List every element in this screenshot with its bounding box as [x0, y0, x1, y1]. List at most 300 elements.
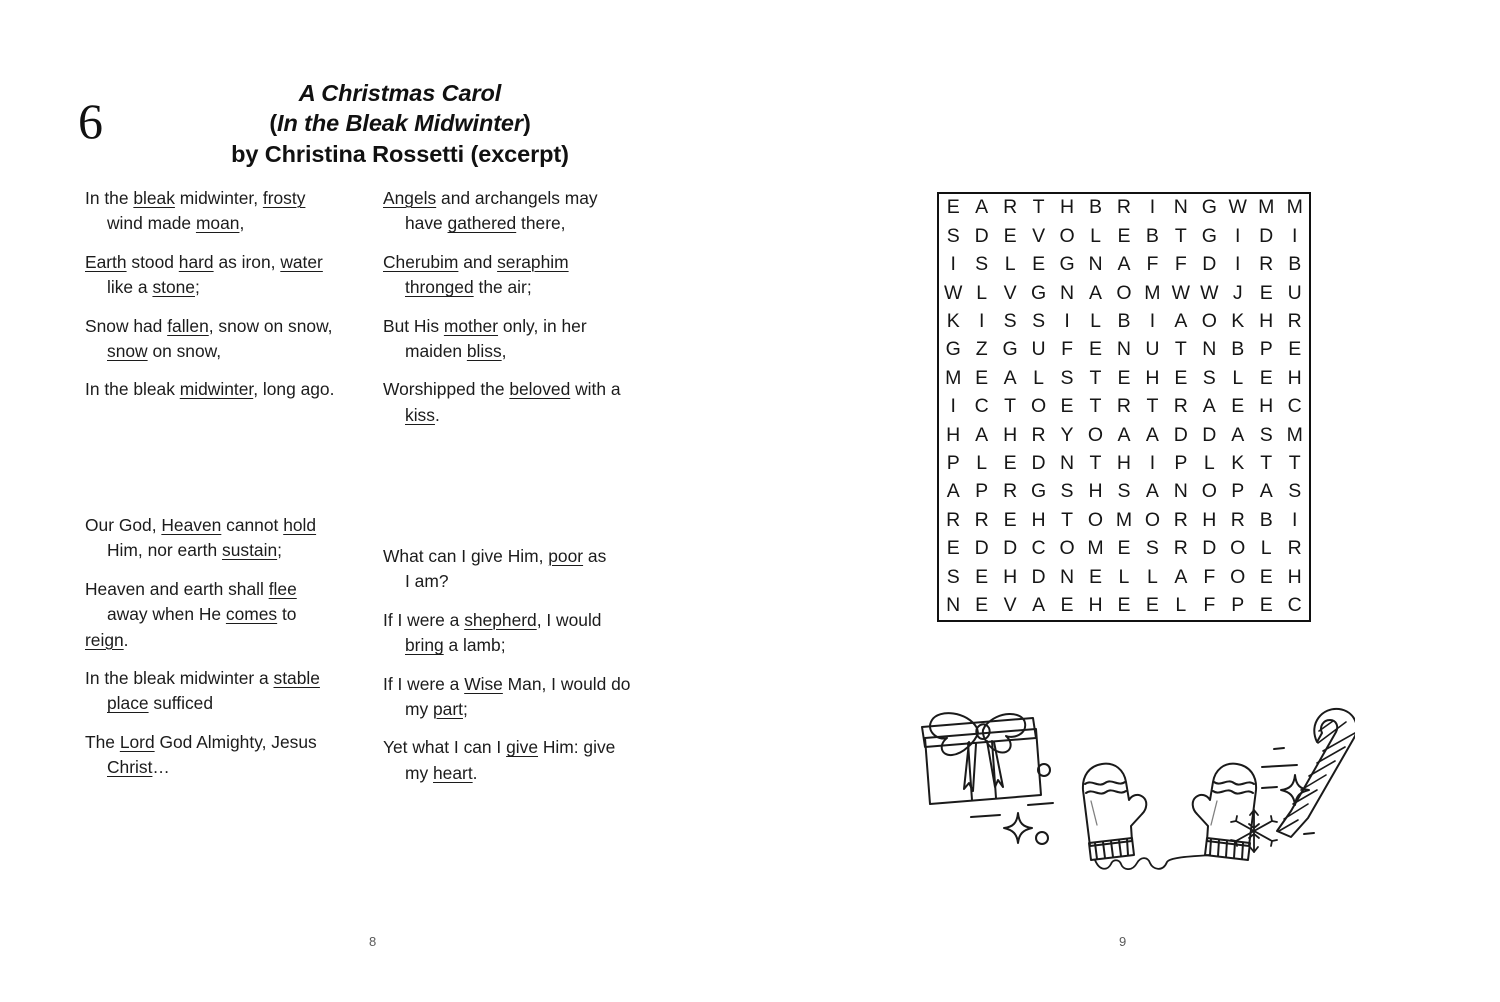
- word-search-cell[interactable]: E: [1003, 224, 1017, 247]
- word-search-cell[interactable]: S: [1003, 310, 1017, 332]
- word-search-cell[interactable]: T: [1089, 395, 1102, 418]
- gift-box-icon: [922, 713, 1041, 804]
- poem-keyword[interactable]: poor: [548, 546, 584, 566]
- word-search-cell[interactable]: G: [1002, 338, 1018, 361]
- poem-keyword[interactable]: bliss: [466, 341, 502, 362]
- poem-line: [383, 343, 683, 360]
- word-search-cell[interactable]: E: [1259, 565, 1273, 588]
- word-search-cell[interactable]: W: [1228, 196, 1247, 219]
- word-search-cell[interactable]: R: [1116, 395, 1131, 418]
- word-search-cell[interactable]: H: [1287, 366, 1302, 389]
- poem-keyword[interactable]: beloved: [509, 379, 571, 400]
- poem-keyword[interactable]: fallen: [167, 315, 209, 336]
- word-search-cell[interactable]: B: [1088, 196, 1102, 219]
- word-search-cell[interactable]: A: [1117, 253, 1131, 276]
- word-search-cell[interactable]: R: [1003, 196, 1018, 219]
- poem-text: .: [123, 629, 129, 650]
- word-search-cell[interactable]: P: [1259, 338, 1273, 361]
- poem-text: .: [434, 404, 440, 425]
- poem-keyword[interactable]: kiss: [405, 404, 435, 425]
- word-search-cell[interactable]: E: [975, 366, 989, 389]
- word-search-cell[interactable]: N: [1202, 338, 1217, 361]
- poem-keyword[interactable]: sustain: [222, 540, 278, 561]
- word-search-cell[interactable]: A: [1032, 593, 1046, 616]
- poem-keyword[interactable]: gathered: [447, 213, 517, 234]
- poem-line: [383, 215, 683, 232]
- word-search-cell[interactable]: B: [1288, 253, 1302, 276]
- poem-text: But His: [383, 315, 444, 336]
- word-search-cell[interactable]: I: [1149, 196, 1156, 219]
- poem-stanza: [383, 190, 683, 233]
- word-search-cell[interactable]: W: [1200, 281, 1219, 304]
- word-search-cell[interactable]: T: [1032, 196, 1045, 219]
- word-search-row: [939, 251, 1309, 279]
- word-search-cell[interactable]: H: [1031, 508, 1046, 531]
- word-search-cell[interactable]: P: [1231, 480, 1245, 503]
- poem-text: Man, I would do: [502, 673, 631, 694]
- word-search-cell[interactable]: G: [1201, 196, 1217, 219]
- poem-stanza: [383, 315, 683, 362]
- word-search-row: [939, 421, 1309, 449]
- christmas-decoration: [905, 700, 1355, 870]
- word-search-cell[interactable]: O: [1116, 281, 1132, 304]
- word-search-cell[interactable]: E: [1259, 281, 1273, 304]
- word-search-cell[interactable]: E: [1003, 508, 1017, 531]
- word-search-cell[interactable]: E: [1174, 366, 1188, 389]
- word-search-cell[interactable]: H: [1116, 451, 1131, 474]
- word-search-cell[interactable]: N: [1059, 565, 1075, 588]
- poem-text: …: [152, 757, 170, 778]
- poem-line: [383, 404, 683, 425]
- word-search-cell[interactable]: A: [975, 423, 989, 446]
- word-search-cell[interactable]: H: [946, 423, 961, 446]
- word-search-cell[interactable]: O: [1087, 423, 1104, 446]
- word-search-cell[interactable]: R: [974, 508, 989, 531]
- poem-text: Our God,: [85, 515, 162, 535]
- word-search-cell[interactable]: S: [1117, 480, 1131, 503]
- word-search-cell[interactable]: A: [1202, 395, 1216, 418]
- word-search-cell[interactable]: O: [1201, 310, 1217, 332]
- word-search-cell[interactable]: F: [1061, 338, 1073, 361]
- word-search-cell[interactable]: A: [1231, 423, 1245, 446]
- word-search-cell[interactable]: M: [1115, 508, 1133, 531]
- word-search-cell[interactable]: B: [1117, 310, 1131, 332]
- poem-keyword[interactable]: Earth: [85, 251, 127, 272]
- word-search-cell[interactable]: R: [1173, 537, 1188, 560]
- word-search-cell[interactable]: H: [1088, 593, 1103, 616]
- poem-keyword[interactable]: mother: [443, 315, 499, 336]
- word-search-cell[interactable]: S: [1288, 480, 1302, 503]
- word-search-cell[interactable]: S: [1259, 423, 1273, 446]
- word-search-cell[interactable]: E: [1032, 253, 1046, 276]
- word-search-cell[interactable]: N: [1173, 480, 1188, 503]
- poem-keyword[interactable]: reign: [85, 629, 124, 650]
- word-search-cell[interactable]: E: [1231, 395, 1245, 418]
- word-search-cell[interactable]: M: [1286, 196, 1303, 219]
- poem-text: .: [472, 762, 478, 783]
- word-search-cell[interactable]: E: [1117, 593, 1131, 616]
- word-search-row: [939, 308, 1309, 336]
- word-search-cell[interactable]: T: [1089, 451, 1102, 474]
- word-search-cell[interactable]: E: [1288, 338, 1302, 361]
- word-search-cell[interactable]: T: [1146, 395, 1159, 418]
- poem-text: If I were a: [383, 609, 465, 630]
- word-search-cell[interactable]: H: [1003, 423, 1018, 446]
- word-search-cell[interactable]: M: [1087, 537, 1104, 560]
- word-search-cell[interactable]: M: [1286, 423, 1303, 446]
- word-search-cell[interactable]: E: [1060, 395, 1074, 418]
- poem-keyword[interactable]: give: [506, 737, 539, 758]
- word-search-cell[interactable]: K: [1231, 451, 1245, 474]
- chapter-number: 6: [78, 93, 103, 149]
- word-search-cell[interactable]: A: [1174, 565, 1188, 588]
- word-search-row: [939, 535, 1309, 563]
- word-search-cell[interactable]: S: [946, 224, 960, 247]
- poem-keyword[interactable]: hard: [178, 251, 214, 272]
- word-search-cell[interactable]: A: [975, 196, 989, 219]
- poem-line: [383, 673, 683, 694]
- word-search-cell[interactable]: D: [1031, 565, 1046, 588]
- poem-keyword[interactable]: bring: [405, 635, 444, 656]
- word-search-cell[interactable]: H: [1088, 480, 1103, 503]
- poem-keyword[interactable]: Lord: [119, 731, 155, 752]
- poem-text: wind made: [107, 213, 196, 234]
- word-search-cell[interactable]: U: [1145, 338, 1160, 361]
- word-search-cell[interactable]: N: [1116, 338, 1131, 361]
- poem-text: like a: [107, 277, 153, 298]
- word-search-cell[interactable]: T: [1089, 366, 1102, 389]
- poem-stanza: [85, 670, 383, 713]
- word-search-cell[interactable]: F: [1203, 593, 1216, 616]
- word-search-cell[interactable]: E: [1088, 338, 1102, 361]
- word-search-cell[interactable]: F: [1146, 253, 1159, 276]
- word-search-cell[interactable]: H: [1259, 395, 1274, 418]
- poem-keyword[interactable]: heart: [433, 762, 473, 783]
- word-search-cell[interactable]: C: [1031, 537, 1046, 560]
- dash-icon: [1304, 833, 1314, 834]
- word-search-cell[interactable]: R: [1259, 253, 1274, 276]
- word-search-cell[interactable]: N: [1059, 281, 1075, 304]
- word-search-cell[interactable]: I: [1149, 310, 1156, 332]
- poem-text: with a: [570, 379, 621, 400]
- poem-keyword[interactable]: hold: [283, 515, 317, 535]
- word-search-cell[interactable]: H: [1145, 366, 1160, 389]
- word-search-cell[interactable]: F: [1203, 565, 1216, 588]
- word-search-cell[interactable]: Y: [1060, 423, 1074, 446]
- word-search-cell[interactable]: O: [1059, 224, 1075, 247]
- word-search-cell[interactable]: L: [1090, 310, 1101, 332]
- poem-keyword[interactable]: part: [433, 699, 463, 720]
- word-search-cell[interactable]: A: [1174, 310, 1188, 332]
- word-search-cell[interactable]: E: [975, 565, 989, 588]
- word-search-cell[interactable]: J: [1232, 281, 1243, 304]
- poem-text: maiden: [405, 341, 467, 362]
- word-search-cell[interactable]: G: [945, 338, 961, 361]
- poem-text: The: [85, 731, 120, 752]
- word-search-cell[interactable]: V: [1032, 224, 1046, 247]
- word-search-cell[interactable]: N: [1088, 253, 1103, 276]
- poem-block-right-bottom: [383, 548, 683, 782]
- word-search-cell[interactable]: O: [1230, 565, 1246, 588]
- word-search-cell[interactable]: W: [944, 281, 963, 304]
- word-search-cell[interactable]: S: [946, 565, 960, 588]
- word-search-cell[interactable]: I: [1149, 451, 1156, 474]
- word-search-cell[interactable]: R: [946, 508, 961, 531]
- poem-keyword[interactable]: snow: [107, 341, 148, 362]
- poem-text: away when He: [107, 604, 226, 625]
- poem-line: [85, 542, 383, 559]
- poem-stanza: [85, 578, 383, 650]
- poem-line: [85, 315, 383, 336]
- page-number-right: 9: [1119, 934, 1127, 949]
- word-search-cell[interactable]: G: [1201, 224, 1217, 247]
- word-search-cell[interactable]: D: [974, 224, 989, 247]
- word-search-cell[interactable]: L: [1232, 366, 1244, 389]
- word-search-grid[interactable]: [937, 192, 1311, 622]
- word-search-cell[interactable]: O: [1031, 395, 1047, 418]
- word-search-cell[interactable]: T: [1174, 224, 1187, 247]
- word-search-cell[interactable]: C: [1287, 395, 1302, 418]
- word-search-cell[interactable]: K: [946, 310, 960, 332]
- word-search-cell[interactable]: E: [1117, 224, 1131, 247]
- poem-line: [85, 517, 383, 534]
- word-search-row: [939, 279, 1309, 307]
- word-search-cell[interactable]: L: [976, 451, 988, 474]
- poem-keyword[interactable]: place: [107, 693, 149, 714]
- poem-keyword[interactable]: stable: [273, 668, 320, 689]
- word-search-cell[interactable]: L: [1033, 366, 1045, 389]
- sparkle-icon: [1004, 813, 1032, 843]
- poem-line: [85, 251, 383, 272]
- word-search-cell[interactable]: U: [1287, 281, 1302, 304]
- poem-text: midwinter,: [174, 188, 263, 208]
- word-search-cell[interactable]: L: [1146, 565, 1158, 588]
- poem-text: as iron,: [213, 251, 281, 272]
- word-search-cell[interactable]: G: [1031, 480, 1047, 503]
- word-search-cell[interactable]: I: [978, 310, 985, 332]
- word-search-cell[interactable]: I: [1235, 224, 1241, 247]
- word-search-cell[interactable]: V: [1003, 281, 1017, 304]
- word-search-cell[interactable]: A: [946, 480, 960, 503]
- word-search-cell[interactable]: E: [1003, 451, 1017, 474]
- word-search-cell[interactable]: Z: [975, 338, 988, 361]
- poem-line: [383, 573, 683, 590]
- word-search-cell[interactable]: I: [950, 395, 956, 418]
- word-search-cell[interactable]: E: [946, 537, 960, 560]
- dash-icon: [1274, 748, 1284, 749]
- word-search-cell[interactable]: H: [1003, 565, 1018, 588]
- word-search-cell[interactable]: L: [1175, 593, 1187, 616]
- word-search-cell[interactable]: L: [1004, 253, 1016, 276]
- word-search-cell[interactable]: D: [1173, 423, 1188, 446]
- word-search-cell[interactable]: E: [975, 593, 989, 616]
- poem-text: If I were a: [383, 673, 465, 694]
- poem-keyword[interactable]: comes: [225, 604, 278, 625]
- word-search-cell[interactable]: I: [1235, 253, 1241, 276]
- poem-text: God Almighty, Jesus: [154, 731, 317, 752]
- poem-line: [85, 381, 383, 398]
- dot-icon: [1036, 832, 1048, 844]
- poem-keyword[interactable]: Heaven: [161, 515, 222, 535]
- poem-stanza: [383, 739, 683, 782]
- word-search-cell[interactable]: E: [1259, 366, 1273, 389]
- poem-keyword[interactable]: flee: [268, 578, 297, 599]
- word-search-cell[interactable]: R: [1287, 310, 1302, 332]
- word-search-cell[interactable]: H: [1287, 565, 1302, 588]
- word-search-cell[interactable]: N: [1059, 451, 1075, 474]
- word-search-cell[interactable]: P: [1231, 593, 1245, 616]
- word-search-cell[interactable]: T: [1260, 451, 1273, 474]
- word-search-cell[interactable]: T: [1288, 451, 1301, 474]
- poem-keyword[interactable]: stone: [152, 277, 195, 298]
- poem-stanza: [85, 190, 383, 233]
- word-search-cell[interactable]: A: [1145, 423, 1159, 446]
- word-search-cell[interactable]: A: [1088, 281, 1102, 304]
- poem-keyword[interactable]: Angels: [383, 188, 437, 208]
- word-search-cell[interactable]: P: [1174, 451, 1188, 474]
- poem-stanza: [85, 315, 383, 362]
- word-search-cell[interactable]: G: [1031, 281, 1047, 304]
- poem-keyword[interactable]: bleak: [133, 188, 175, 208]
- poem-line: [85, 759, 383, 776]
- word-search-cell[interactable]: V: [1003, 593, 1017, 616]
- word-search-cell[interactable]: P: [946, 451, 960, 474]
- word-search-cell[interactable]: E: [1060, 593, 1074, 616]
- poem-keyword[interactable]: thronged: [405, 277, 474, 298]
- word-search-cell[interactable]: G: [1059, 253, 1075, 276]
- title-line-author: by Christina Rossetti (excerpt): [231, 140, 569, 167]
- word-search-cell[interactable]: N: [946, 593, 961, 616]
- word-search-cell[interactable]: F: [1174, 253, 1187, 276]
- word-search-cell[interactable]: B: [1231, 338, 1245, 361]
- poem-text: What can I give Him,: [383, 546, 549, 566]
- word-search-cell[interactable]: B: [1145, 224, 1159, 247]
- word-search-cell[interactable]: H: [1259, 310, 1274, 332]
- word-search-cell[interactable]: L: [1118, 565, 1130, 588]
- snowflake-icon: [1231, 810, 1277, 852]
- word-search-cell[interactable]: S: [1060, 480, 1074, 503]
- word-search-cell[interactable]: M: [1258, 196, 1275, 219]
- word-search-cell[interactable]: E: [1117, 537, 1131, 560]
- word-search-cell[interactable]: P: [975, 480, 989, 503]
- word-search-cell[interactable]: L: [1260, 537, 1272, 560]
- title-subtitle: In the Bleak Midwinter: [277, 110, 523, 137]
- word-search-cell[interactable]: D: [1202, 423, 1217, 446]
- poem-text: my: [405, 762, 434, 783]
- word-search-cell[interactable]: O: [1087, 508, 1104, 531]
- word-search-cell[interactable]: R: [1003, 480, 1018, 503]
- word-search-cell[interactable]: K: [1231, 310, 1245, 332]
- word-search-cell[interactable]: M: [1144, 281, 1161, 304]
- poem-keyword[interactable]: water: [280, 251, 323, 272]
- poem-keyword[interactable]: moan: [195, 213, 240, 234]
- word-search-cell[interactable]: E: [1259, 593, 1273, 616]
- word-search-cell[interactable]: H: [1059, 196, 1075, 219]
- word-search-cell[interactable]: I: [950, 253, 956, 276]
- word-search-cell[interactable]: O: [1144, 508, 1160, 531]
- word-search-cell[interactable]: O: [1059, 537, 1075, 560]
- word-search-table: [939, 194, 1309, 620]
- poem-text: my: [405, 699, 434, 720]
- poem-text: Worshipped the: [383, 379, 510, 400]
- word-search-cell[interactable]: A: [1117, 423, 1131, 446]
- poem-keyword[interactable]: Wise: [464, 673, 503, 694]
- word-search-cell[interactable]: H: [1202, 508, 1217, 531]
- word-search-cell[interactable]: R: [1287, 537, 1302, 560]
- word-search-cell[interactable]: I: [1064, 310, 1070, 332]
- word-search-cell[interactable]: L: [1090, 224, 1101, 247]
- word-search-cell[interactable]: S: [1202, 366, 1216, 389]
- poem-line: [383, 190, 683, 207]
- poem-keyword[interactable]: frosty: [262, 188, 306, 208]
- word-search-cell[interactable]: M: [945, 366, 962, 389]
- word-search-cell[interactable]: S: [975, 253, 989, 276]
- word-search-cell[interactable]: O: [1230, 537, 1246, 560]
- word-search-row: [939, 563, 1309, 591]
- word-search-cell[interactable]: S: [1032, 310, 1046, 332]
- poem-keyword[interactable]: shepherd: [464, 609, 537, 630]
- word-search-cell[interactable]: L: [976, 281, 988, 304]
- poem-text: on snow,: [147, 341, 222, 362]
- poem-line: [85, 731, 383, 752]
- word-search-cell[interactable]: E: [1088, 565, 1102, 588]
- poem-text: have: [405, 213, 448, 234]
- word-search-cell[interactable]: R: [1031, 423, 1046, 446]
- word-search-cell[interactable]: D: [1003, 537, 1018, 560]
- poem-keyword[interactable]: midwinter: [179, 379, 254, 400]
- word-search-cell[interactable]: E: [946, 196, 960, 219]
- word-search-cell[interactable]: D: [1202, 253, 1217, 276]
- word-search-cell[interactable]: S: [1145, 537, 1159, 560]
- word-search-cell[interactable]: A: [1259, 480, 1273, 503]
- word-search-cell[interactable]: D: [1202, 537, 1217, 560]
- poem-text: In the: [85, 188, 134, 208]
- poem-text: and archangels may: [436, 188, 598, 208]
- word-search-cell[interactable]: D: [974, 537, 989, 560]
- word-search-cell[interactable]: W: [1171, 281, 1191, 304]
- word-search-cell[interactable]: T: [1004, 395, 1017, 418]
- word-search-cell[interactable]: R: [1230, 508, 1245, 531]
- word-search-cell[interactable]: A: [1003, 366, 1017, 389]
- poem-keyword[interactable]: Cherubim: [383, 251, 459, 272]
- word-search-cell[interactable]: R: [1173, 395, 1188, 418]
- dash-icon: [1028, 803, 1053, 805]
- word-search-cell[interactable]: T: [1174, 338, 1187, 361]
- word-search-cell[interactable]: D: [1031, 451, 1046, 474]
- word-search-cell[interactable]: B: [1259, 508, 1273, 531]
- word-search-cell[interactable]: L: [1203, 451, 1215, 474]
- word-search-cell[interactable]: C: [974, 395, 989, 418]
- poem-keyword[interactable]: Christ: [107, 757, 153, 778]
- word-search-cell[interactable]: O: [1201, 480, 1217, 503]
- word-search-cell[interactable]: I: [1292, 508, 1298, 531]
- word-search-cell[interactable]: S: [1060, 366, 1074, 389]
- word-search-cell[interactable]: R: [1116, 196, 1131, 219]
- word-search-row: [939, 450, 1309, 478]
- word-search-cell[interactable]: T: [1061, 508, 1073, 531]
- word-search-cell[interactable]: E: [1145, 593, 1159, 616]
- word-search-cell[interactable]: N: [1173, 196, 1188, 219]
- word-search-cell[interactable]: I: [1292, 224, 1298, 247]
- poem-stanza: [383, 673, 683, 720]
- word-search-cell[interactable]: U: [1031, 338, 1046, 361]
- word-search-cell[interactable]: E: [1117, 366, 1131, 389]
- word-search-cell[interactable]: D: [1259, 224, 1274, 247]
- word-search-cell[interactable]: R: [1173, 508, 1188, 531]
- word-search-cell[interactable]: C: [1287, 593, 1302, 616]
- word-search-cell[interactable]: A: [1145, 480, 1159, 503]
- poem-keyword[interactable]: seraphim: [497, 251, 569, 272]
